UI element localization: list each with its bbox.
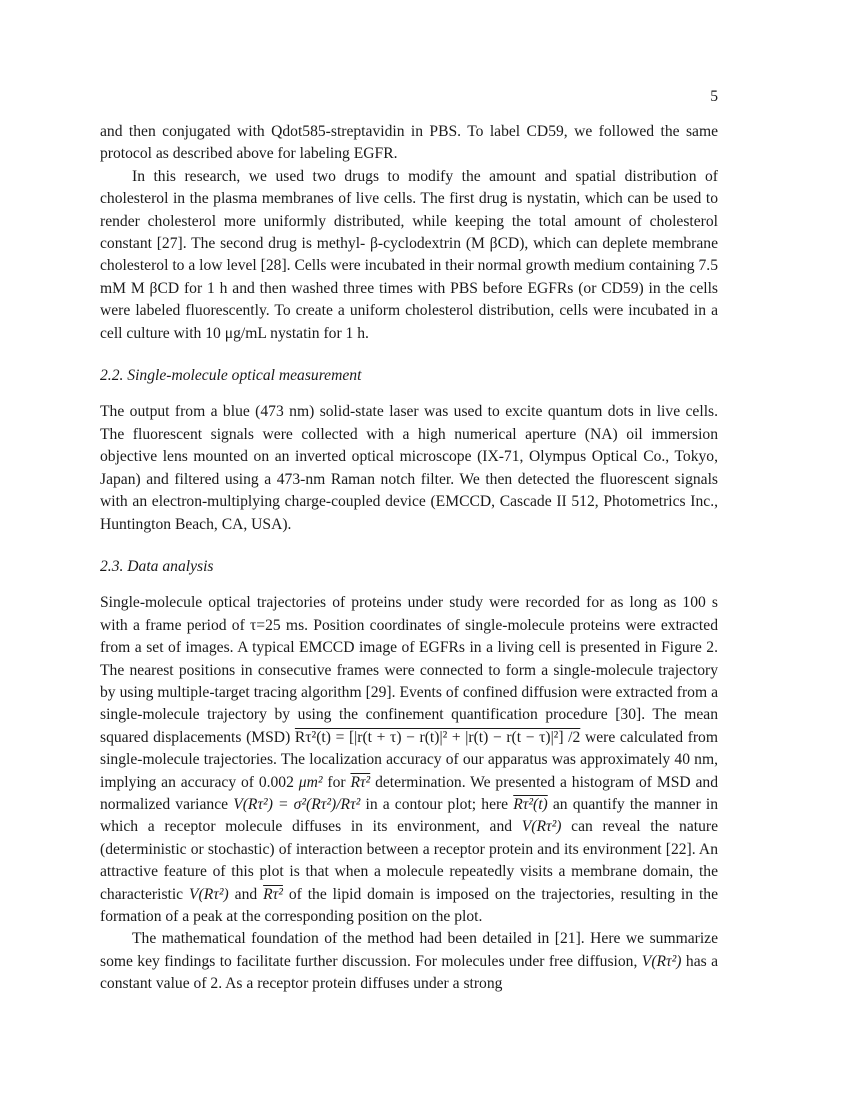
text-run: were calculated from single-molecule trajectories. The localization accuracy of our apparatus was approximately 40 nm, implying an accuracy of 0.002 — [100, 728, 718, 791]
section-heading-2-3: 2.3. Data analysis — [100, 557, 214, 575]
vr2-symbol: V(Rτ²) — [521, 818, 562, 836]
text-run: an quantify the manner in which a receptor molecule diffuses in its environment, and — [100, 795, 719, 836]
text-run: The mathematical foundation of the method had been detailed in [21]. Here we summarize some key findings to facilitate further discussion. For molecules under free diffusion, — [100, 930, 718, 970]
intro-paragraph-2: In this research, we used two drugs to modify the amount and spatial distribution of cholesterol in the plasma membranes of live cells. The first drug is nystatin, which can be used to render cholesterol more uniformly distributed, while keeping the total amount of cholesterol constant [27]. The second drug is methyl- β-cyclodextrin (M βCD), which can deplete membrane cholesterol to a low level [28]. Cells were incubated in their normal growth medium containing 7.5 mM M βCD for 1 h and then washed three times with PBS before EGFRs (or CD59) in the cells were labeled fluorescently. To create a uniform cholesterol distribution, cells were incubated in a cell culture with 10 μg/mL nystatin for 1 h. — [100, 167, 718, 342]
text-run: for — [327, 773, 346, 791]
page-number: 5 — [710, 88, 718, 105]
text-run: determination. We presented a histogram of MSD and normalized variance — [100, 773, 718, 813]
text-run: of the lipid domain is imposed on the trajectories, resulting in the formation of a peak at the corresponding position on the plot. — [100, 885, 719, 925]
r2-symbol: Rτ² — [263, 885, 283, 903]
section-2-2-paragraph: The output from a blue (473 nm) solid-state laser was used to excite quantum dots in live cells. The fluorescent signals were collected with a high numerical aperture (NA) oil immersion objective lens mounted on an inverted optical microscope (IX-71, Olympus Optical Co., Tokyo, Japan) and filtered using a 473-nm Raman notch filter. We then detected the fluorescent signals with an electron-multiplying charge-coupled device (EMCCD, Cascade II 512, Photometrics Inc., Huntington Beach, CA, USA). — [100, 403, 718, 533]
text-run: can reveal the nature (deterministic or stochastic) of interaction between a receptor protein and its environment [22]. An attractive feature of this plot is that when a molecule repeatedly visits a membrane domain, the characteristic — [100, 818, 718, 903]
text-run: has a constant value of 2. As a receptor protein diffuses under a strong — [100, 952, 719, 993]
r2t-symbol: Rτ²(t) — [513, 795, 548, 813]
variance-formula: V(Rτ²) = σ²(Rτ²)/Rτ² — [233, 795, 361, 813]
text-run: in a contour plot; here — [365, 795, 509, 813]
text-run: Single-molecule optical trajectories of proteins under study were recorded for as long as 100 s with a frame period of τ=25 ms. Position coordinates of single-molecule proteins were extracted from a set of images. A typical EMCCD image of EGFRs in a living cell is presented in Figure 2. The nearest positions in consecutive frames were connected to form a single-molecule trajectory by using multiple-target tracing algorithm [29]. Events of confined diffusion were extracted from a single-molecule trajectory by using the confinement quantification procedure [30]. The mean squared displacements (MSD) — [100, 594, 718, 746]
text-run: and — [234, 885, 258, 903]
msd-formula: Rτ²(t) = [|r(t + τ) − r(t)|² + |r(t) − r(t − τ)|²] /2 — [294, 728, 581, 746]
vr2-symbol: V(Rτ²) — [641, 952, 682, 970]
section-2-3-paragraph-2 — [100, 928, 718, 995]
text-column — [100, 121, 718, 996]
section-2-3-paragraph-1 — [100, 592, 718, 928]
section-heading-2-2: 2.2. Single-molecule optical measurement — [100, 367, 362, 385]
unit: μm² — [298, 773, 323, 791]
intro-paragraph-1: and then conjugated with Qdot585-streptavidin in PBS. To label CD59, we followed the same protocol as described above for labeling EGFR. — [100, 123, 718, 163]
r2-symbol: Rτ² — [350, 773, 371, 791]
vr2-symbol: V(Rτ²) — [189, 885, 229, 903]
